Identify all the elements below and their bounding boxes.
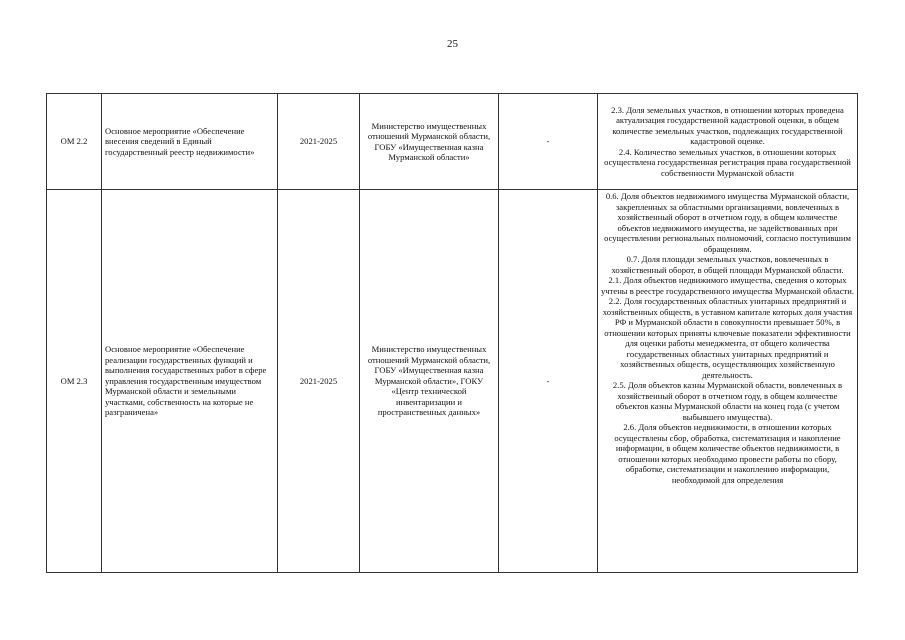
activity-indicators <box>598 190 858 573</box>
indicator-text: 2.6. Доля объектов недвижимости, в отношении которых осуществлены сбор, обработка, систематизация и накопление информации, в общем количестве объектов недвижимости, в отношении которых необходимо провести работы по сбору, обработке, систематизации и накоплению информации, необходимой для определения <box>614 422 841 485</box>
activity-code: ОМ 2.3 <box>47 190 102 573</box>
activity-years: 2021-2025 <box>278 190 360 573</box>
activity-placeholder: - <box>499 190 598 573</box>
indicator-text: 0.6. Доля объектов недвижимого имущества Мурманской области, закрепленных за областными организациями, вовлеченных в хозяйственный оборот в отчетном году, в общем количестве объектов недвижимого имущества, не задействованных при осуществлении региональных полномочий, согласно поступившим обращениям. <box>604 191 851 254</box>
table-row <box>47 190 858 573</box>
activity-indicators <box>598 94 858 190</box>
indicator-text: 2.2. Доля государственных областных унитарных предприятий и хозяйственных обществ, в уставном капитале которых доля участия РФ и Мурманской области в совокупности превышает 50%, в отношении которых приняты ключевые показатели эффективности для оценки работы менеджмента, от общего количества государственных областных унитарных предприятий и хозяйственных обществ, осуществляющих хозяйственную деятельность. <box>602 296 853 380</box>
indicator-text: 2.3. Доля земельных участков, в отношении которых проведена актуализация государственной кадастровой оценки, в общем количестве земельных участков, подлежащих государственной кадастровой оценке. <box>611 104 844 147</box>
activity-years: 2021-2025 <box>278 94 360 190</box>
activity-code: ОМ 2.2 <box>47 94 102 190</box>
indicator-text: 2.4. Количество земельных участков, в отношении которых осуществлена государственная регистрация права государственной собственности Мурманской области <box>604 146 851 178</box>
activity-name: Основное мероприятие «Обеспечение внесения сведений в Единый государственный реестр недвижимости» <box>102 94 278 190</box>
activity-executor: Министерство имущественных отношений Мурманской области, ГОБУ «Имущественная казна Мурманской области», ГОКУ «Центр технической инвентаризации и пространственных данных» <box>360 190 499 573</box>
activity-placeholder: - <box>499 94 598 190</box>
indicator-text: 2.5. Доля объектов казны Мурманской области, вовлеченных в хозяйственный оборот в отчетном году, в общем количестве объектов казны Мурманской области на конец года (с учетом выбывшего имущества). <box>612 380 843 422</box>
indicator-text: 2.1. Доля объектов недвижимого имущества, сведения о которых учтены в реестре государственного имущества Мурманской области. <box>601 275 855 296</box>
program-table <box>46 93 858 573</box>
table-row <box>47 94 858 190</box>
activity-executor: Министерство имущественных отношений Мурманской области, ГОБУ «Имущественная казна Мурманской области» <box>360 94 499 190</box>
indicator-text: 0.7. Доля площади земельных участков, вовлеченных в хозяйственный оборот, в общей площади Мурманской области. <box>611 254 844 275</box>
activity-name: Основное мероприятие «Обеспечение реализации государственных функций и выполнения государственных работ в сфере управления государственным имуществом Мурманской области и земельными участками, собственность на которые не разграничена» <box>102 190 278 573</box>
page-number: 25 <box>447 38 458 50</box>
